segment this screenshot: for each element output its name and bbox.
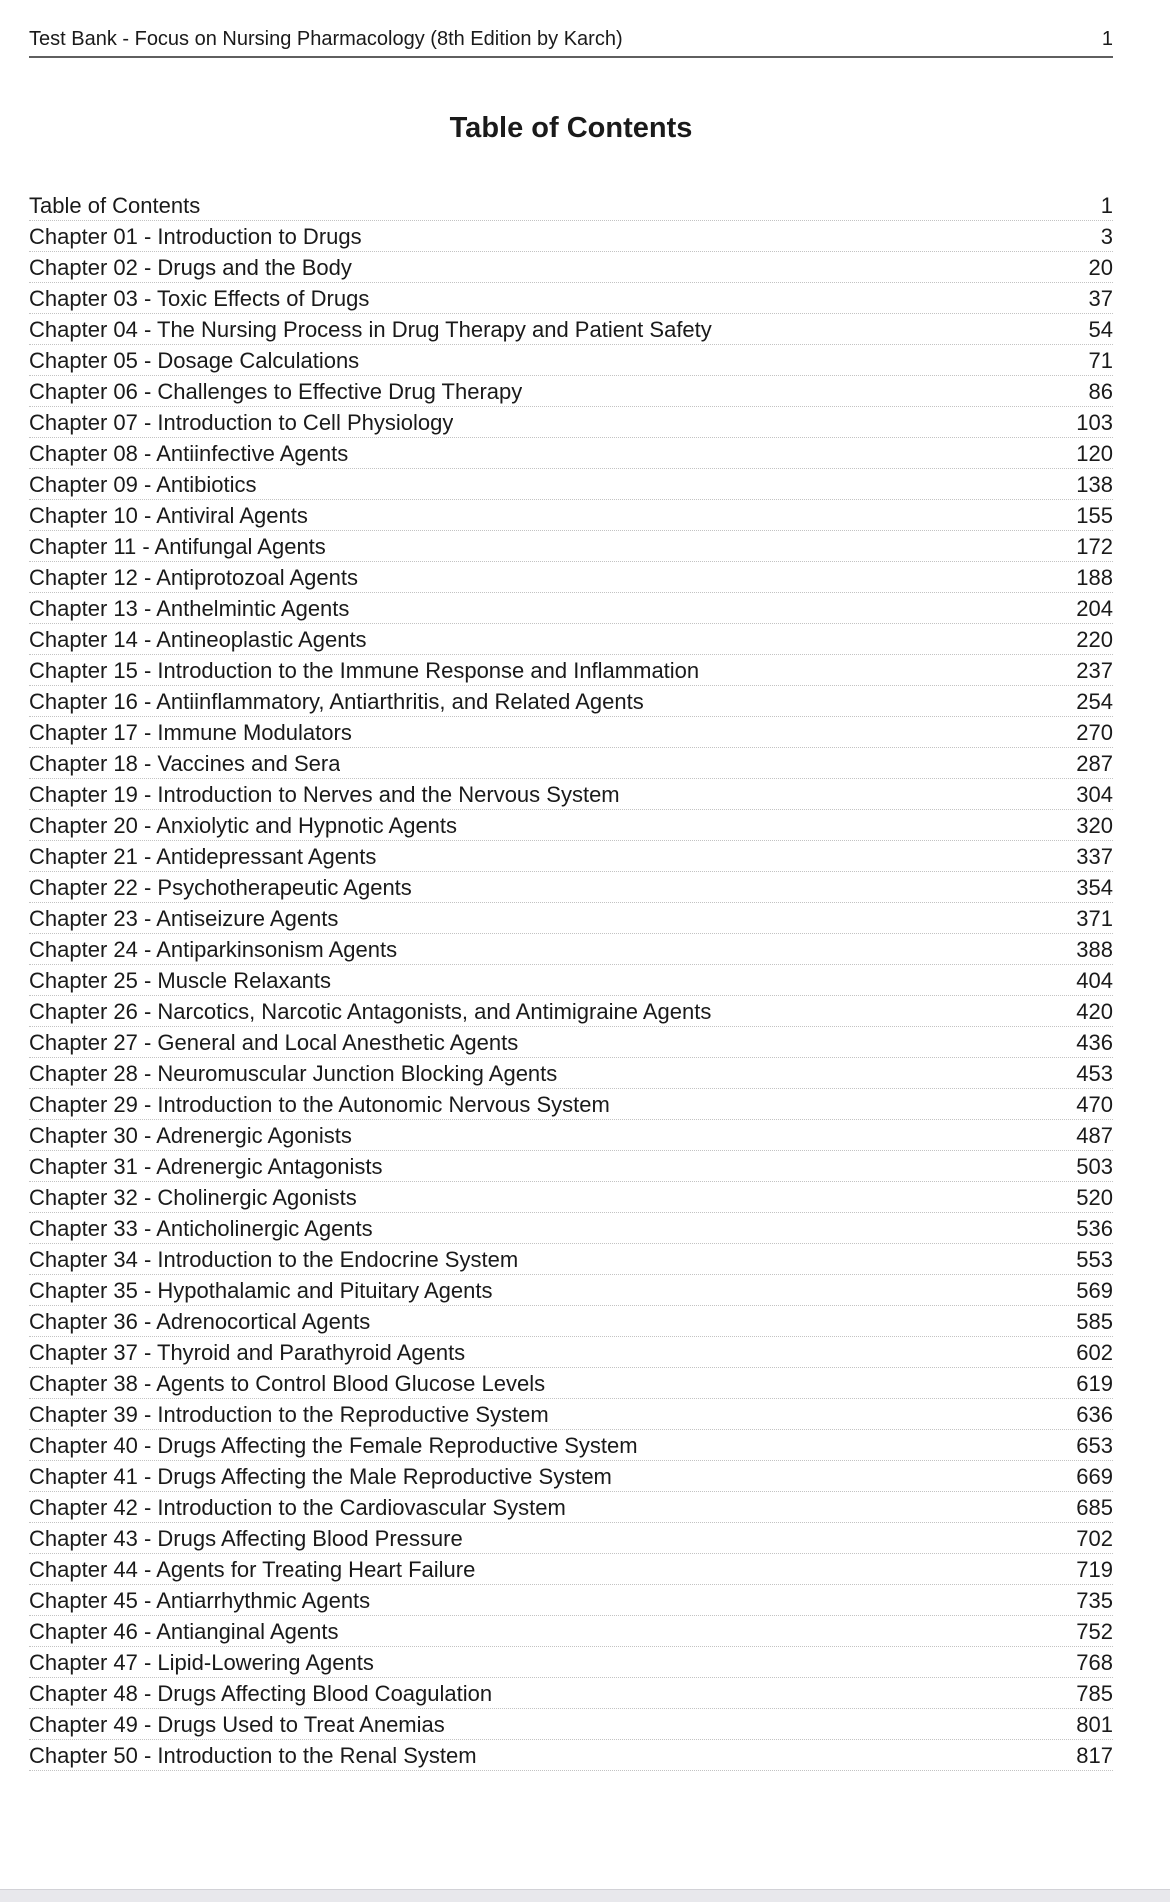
toc-entry-label: Chapter 18 - Vaccines and Sera (29, 750, 341, 776)
toc-entry-page: 653 (1076, 1432, 1113, 1458)
toc-row[interactable] (29, 252, 1113, 283)
page-header (29, 28, 1113, 58)
toc-row[interactable] (29, 810, 1113, 841)
toc-entry-page: 602 (1076, 1339, 1113, 1365)
toc-entry-page: 172 (1076, 533, 1113, 559)
toc-entry-page: 3 (1100, 223, 1113, 249)
toc-entry-page: 37 (1088, 285, 1113, 311)
toc-entry-page: 54 (1088, 316, 1113, 342)
toc-row[interactable] (29, 1182, 1113, 1213)
toc-entry-page: 553 (1076, 1246, 1113, 1272)
toc-entry-label: Chapter 19 - Introduction to Nerves and the Nervous System (29, 781, 620, 807)
toc-entry-page: 420 (1076, 998, 1113, 1024)
toc-entry-label: Chapter 04 - The Nursing Process in Drug Therapy and Patient Safety (29, 316, 712, 342)
toc-entry-page: 817 (1076, 1742, 1113, 1768)
toc-entry-page: 520 (1076, 1184, 1113, 1210)
toc-entry-page: 436 (1076, 1029, 1113, 1055)
toc-entry-page: 536 (1076, 1215, 1113, 1241)
toc-entry-page: 354 (1076, 874, 1113, 900)
toc-entry-page: 371 (1076, 905, 1113, 931)
toc-list (29, 190, 1113, 1771)
toc-row[interactable] (29, 593, 1113, 624)
toc-row[interactable] (29, 1089, 1113, 1120)
toc-entry-page: 388 (1076, 936, 1113, 962)
toc-entry-label: Chapter 16 - Antiinflammatory, Antiarthritis, and Related Agents (29, 688, 644, 714)
toc-entry-label: Chapter 50 - Introduction to the Renal System (29, 1742, 477, 1768)
toc-row[interactable] (29, 841, 1113, 872)
toc-row[interactable] (29, 779, 1113, 810)
toc-entry-label: Chapter 44 - Agents for Treating Heart Failure (29, 1556, 476, 1582)
toc-entry-label: Chapter 15 - Introduction to the Immune Response and Inflammation (29, 657, 700, 683)
toc-row[interactable] (29, 686, 1113, 717)
toc-entry-page: 320 (1076, 812, 1113, 838)
toc-entry-label: Chapter 27 - General and Local Anesthetic Agents (29, 1029, 519, 1055)
toc-entry-label: Chapter 46 - Antianginal Agents (29, 1618, 339, 1644)
toc-row[interactable] (29, 1430, 1113, 1461)
toc-entry-page: 120 (1076, 440, 1113, 466)
toc-entry-page: 103 (1076, 409, 1113, 435)
toc-entry-page: 619 (1076, 1370, 1113, 1396)
toc-row[interactable] (29, 655, 1113, 686)
toc-entry-page: 470 (1076, 1091, 1113, 1117)
toc-entry-page: 254 (1076, 688, 1113, 714)
toc-row[interactable] (29, 1368, 1113, 1399)
toc-entry-page: 304 (1076, 781, 1113, 807)
toc-entry-label: Chapter 14 - Antineoplastic Agents (29, 626, 367, 652)
horizontal-scrollbar[interactable] (0, 1889, 1170, 1902)
toc-entry-page: 337 (1076, 843, 1113, 869)
toc-entry-page: 735 (1076, 1587, 1113, 1613)
toc-row[interactable] (29, 748, 1113, 779)
toc-entry-page: 86 (1088, 378, 1113, 404)
toc-entry-label: Chapter 08 - Antiinfective Agents (29, 440, 349, 466)
toc-entry-label: Chapter 20 - Anxiolytic and Hypnotic Agents (29, 812, 458, 838)
toc-entry-page: 785 (1076, 1680, 1113, 1706)
toc-entry-page: 204 (1076, 595, 1113, 621)
toc-row[interactable] (29, 1709, 1113, 1740)
toc-row[interactable] (29, 1058, 1113, 1089)
toc-row[interactable] (29, 1244, 1113, 1275)
toc-entry-label: Chapter 06 - Challenges to Effective Drug Therapy (29, 378, 523, 404)
toc-entry-page: 569 (1076, 1277, 1113, 1303)
toc-row[interactable] (29, 1120, 1113, 1151)
toc-row[interactable] (29, 469, 1113, 500)
toc-entry-label: Chapter 36 - Adrenocortical Agents (29, 1308, 371, 1334)
toc-row[interactable] (29, 438, 1113, 469)
toc-row[interactable] (29, 562, 1113, 593)
toc-entry-label: Chapter 05 - Dosage Calculations (29, 347, 360, 373)
toc-entry-page: 1 (1100, 192, 1113, 218)
header-page-number: 1 (1101, 28, 1113, 50)
toc-entry-label: Chapter 02 - Drugs and the Body (29, 254, 352, 280)
toc-row[interactable] (29, 1678, 1113, 1709)
toc-row[interactable] (29, 314, 1113, 345)
toc-entry-label: Chapter 47 - Lipid-Lowering Agents (29, 1649, 374, 1675)
toc-entry-label: Chapter 24 - Antiparkinsonism Agents (29, 936, 398, 962)
toc-row[interactable] (29, 903, 1113, 934)
toc-entry-page: 487 (1076, 1122, 1113, 1148)
toc-entry-label: Chapter 49 - Drugs Used to Treat Anemias (29, 1711, 445, 1737)
toc-entry-label: Chapter 34 - Introduction to the Endocrine System (29, 1246, 519, 1272)
toc-entry-label: Chapter 40 - Drugs Affecting the Female Reproductive System (29, 1432, 638, 1458)
toc-title: Table of Contents (449, 112, 693, 144)
toc-entry-label: Chapter 10 - Antiviral Agents (29, 502, 308, 528)
toc-entry-label: Chapter 26 - Narcotics, Narcotic Antagonists, and Antimigraine Agents (29, 998, 712, 1024)
toc-entry-label: Chapter 42 - Introduction to the Cardiovascular System (29, 1494, 566, 1520)
toc-entry-page: 20 (1088, 254, 1113, 280)
toc-entry-label: Chapter 09 - Antibiotics (29, 471, 257, 497)
toc-row[interactable] (29, 1027, 1113, 1058)
toc-row[interactable] (29, 1554, 1113, 1585)
toc-row[interactable] (29, 345, 1113, 376)
toc-entry-label: Chapter 32 - Cholinergic Agonists (29, 1184, 357, 1210)
toc-row[interactable] (29, 500, 1113, 531)
toc-row[interactable] (29, 1585, 1113, 1616)
toc-entry-label: Chapter 12 - Antiprotozoal Agents (29, 564, 358, 590)
toc-row[interactable] (29, 624, 1113, 655)
toc-row[interactable] (29, 1740, 1113, 1771)
toc-entry-page: 801 (1076, 1711, 1113, 1737)
toc-entry-label: Chapter 03 - Toxic Effects of Drugs (29, 285, 370, 311)
toc-row[interactable] (29, 1523, 1113, 1554)
toc-entry-label: Chapter 17 - Immune Modulators (29, 719, 352, 745)
toc-entry-page: 503 (1076, 1153, 1113, 1179)
toc-entry-label: Chapter 25 - Muscle Relaxants (29, 967, 332, 993)
toc-entry-label: Chapter 11 - Antifungal Agents (29, 533, 326, 559)
toc-row[interactable] (29, 221, 1113, 252)
toc-row[interactable] (29, 1306, 1113, 1337)
toc-row[interactable] (29, 717, 1113, 748)
toc-entry-label: Chapter 01 - Introduction to Drugs (29, 223, 362, 249)
toc-entry-label: Chapter 31 - Adrenergic Antagonists (29, 1153, 383, 1179)
toc-entry-page: 453 (1076, 1060, 1113, 1086)
toc-row[interactable] (29, 1337, 1113, 1368)
toc-entry-label: Chapter 41 - Drugs Affecting the Male Reproductive System (29, 1463, 612, 1489)
toc-entry-page: 636 (1076, 1401, 1113, 1427)
toc-entry-page: 752 (1076, 1618, 1113, 1644)
toc-entry-page: 237 (1076, 657, 1113, 683)
toc-entry-page: 404 (1076, 967, 1113, 993)
toc-entry-label: Chapter 43 - Drugs Affecting Blood Pressure (29, 1525, 463, 1551)
toc-entry-label: Chapter 38 - Agents to Control Blood Glucose Levels (29, 1370, 546, 1396)
toc-entry-label: Chapter 33 - Anticholinergic Agents (29, 1215, 373, 1241)
toc-row[interactable] (29, 872, 1113, 903)
toc-row[interactable] (29, 190, 1113, 221)
toc-entry-page: 287 (1076, 750, 1113, 776)
toc-entry-page: 669 (1076, 1463, 1113, 1489)
toc-row[interactable] (29, 965, 1113, 996)
toc-entry-label: Chapter 30 - Adrenergic Agonists (29, 1122, 352, 1148)
toc-entry-page: 71 (1088, 347, 1113, 373)
toc-row[interactable] (29, 1647, 1113, 1678)
header-title: Test Bank - Focus on Nursing Pharmacology (8th Edition by Karch) (29, 28, 623, 50)
toc-entry-page: 155 (1076, 502, 1113, 528)
toc-entry-page: 702 (1076, 1525, 1113, 1551)
toc-entry-label: Chapter 22 - Psychotherapeutic Agents (29, 874, 412, 900)
toc-row[interactable] (29, 1399, 1113, 1430)
toc-entry-label: Chapter 29 - Introduction to the Autonomic Nervous System (29, 1091, 610, 1117)
toc-entry-page: 719 (1076, 1556, 1113, 1582)
toc-row[interactable] (29, 376, 1113, 407)
toc-row[interactable] (29, 407, 1113, 438)
toc-row[interactable] (29, 1275, 1113, 1306)
toc-entry-label: Chapter 13 - Anthelmintic Agents (29, 595, 350, 621)
toc-row[interactable] (29, 1461, 1113, 1492)
toc-entry-label: Chapter 48 - Drugs Affecting Blood Coagulation (29, 1680, 493, 1706)
toc-entry-page: 768 (1076, 1649, 1113, 1675)
toc-row[interactable] (29, 283, 1113, 314)
toc-row[interactable] (29, 996, 1113, 1027)
toc-entry-label: Chapter 07 - Introduction to Cell Physiology (29, 409, 454, 435)
toc-entry-label: Chapter 39 - Introduction to the Reproductive System (29, 1401, 549, 1427)
toc-row[interactable] (29, 1151, 1113, 1182)
toc-entry-label: Chapter 37 - Thyroid and Parathyroid Agents (29, 1339, 466, 1365)
toc-entry-page: 585 (1076, 1308, 1113, 1334)
toc-row[interactable] (29, 934, 1113, 965)
toc-row[interactable] (29, 531, 1113, 562)
toc-row[interactable] (29, 1616, 1113, 1647)
toc-row[interactable] (29, 1492, 1113, 1523)
toc-entry-page: 188 (1076, 564, 1113, 590)
toc-entry-page: 685 (1076, 1494, 1113, 1520)
toc-entry-label: Chapter 21 - Antidepressant Agents (29, 843, 377, 869)
toc-row[interactable] (29, 1213, 1113, 1244)
toc-entry-label: Chapter 45 - Antiarrhythmic Agents (29, 1587, 371, 1613)
toc-entry-label: Chapter 23 - Antiseizure Agents (29, 905, 339, 931)
toc-entry-label: Table of Contents (29, 192, 201, 218)
toc-entry-page: 220 (1076, 626, 1113, 652)
toc-entry-label: Chapter 28 - Neuromuscular Junction Blocking Agents (29, 1060, 558, 1086)
toc-entry-page: 270 (1076, 719, 1113, 745)
toc-entry-page: 138 (1076, 471, 1113, 497)
toc-entry-label: Chapter 35 - Hypothalamic and Pituitary Agents (29, 1277, 493, 1303)
